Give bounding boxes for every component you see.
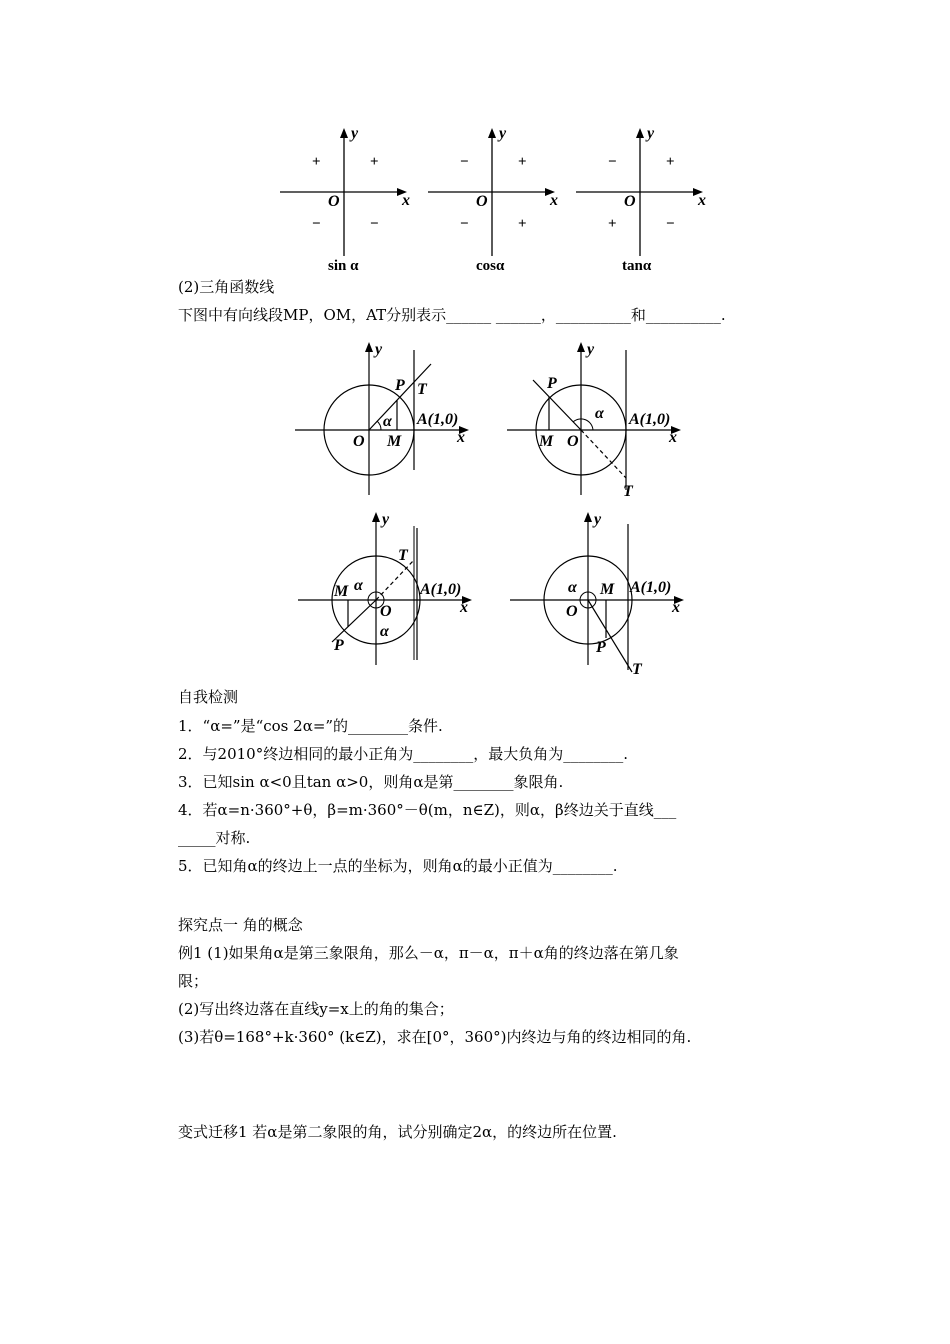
point-m-label: M	[539, 433, 554, 450]
point-p-label: P	[334, 637, 344, 654]
alpha-label: α	[383, 413, 392, 430]
x-axis-label: x	[669, 429, 677, 446]
origin-label: O	[328, 193, 340, 210]
y-axis-label: y	[351, 125, 359, 142]
self-check-item-3: 3．已知sin α<0且tan α>0，则角α是第________象限角.	[178, 773, 564, 791]
sign-q4: +	[518, 216, 527, 232]
y-axis-label: y	[375, 341, 383, 358]
sign-q3: −	[312, 216, 321, 232]
x-axis-label: x	[550, 192, 558, 209]
sign-q1: +	[518, 154, 527, 170]
x-axis-label: x	[698, 192, 706, 209]
point-m-label: M	[387, 433, 402, 450]
self-check-item-1: 1．“α=”是“cos 2α=”的________条件.	[178, 717, 443, 735]
y-axis-label: y	[499, 125, 507, 142]
sign-q1: +	[666, 154, 675, 170]
point-m-label: M	[600, 581, 615, 598]
y-axis-label: y	[382, 511, 390, 528]
point-t-label: T	[623, 483, 633, 500]
point-a-label: A(1,0)	[630, 579, 672, 596]
sign-caption: tanα	[622, 258, 652, 274]
point-m-label: M	[334, 583, 349, 600]
sign-diagram-cos	[428, 126, 558, 276]
sign-q1: +	[370, 154, 379, 170]
sign-q2: −	[608, 154, 617, 170]
sign-q2: +	[312, 154, 321, 170]
alpha-label: α	[568, 579, 577, 596]
y-axis-label: y	[587, 341, 595, 358]
point-p-label: P	[395, 377, 405, 394]
y-axis-label: y	[594, 511, 602, 528]
y-axis-label: y	[647, 125, 655, 142]
alpha-label-2: α	[380, 623, 389, 640]
example-line-1: 例1 (1)如果角α是第三象限角，那么－α，π－α，π＋α角的终边落在第几象	[178, 944, 679, 962]
point-t-label: T	[417, 381, 427, 398]
explore-title: 探究点一 角的概念	[178, 916, 303, 934]
unit-circle-q4	[508, 510, 698, 690]
point-o-label: O	[567, 433, 579, 450]
sign-diagram-sin	[280, 126, 410, 276]
sign-caption: cosα	[476, 258, 505, 274]
section-title: (2)三角函数线	[178, 278, 275, 296]
sign-q2: −	[460, 154, 469, 170]
point-p-label: P	[596, 639, 606, 656]
self-check-item-4-cont: _____对称.	[178, 829, 251, 847]
x-axis-label: x	[672, 599, 680, 616]
self-check-item-4: 4．若α=n·360°+θ，β=m·360°－θ(m，n∈Z)，则α，β终边关于直线___	[178, 801, 677, 819]
alpha-label: α	[354, 577, 363, 594]
self-check-item-2: 2．与2010°终边相同的最小正角为________，最大负角为________.	[178, 745, 628, 763]
sign-q4: −	[370, 216, 379, 232]
point-o-label: O	[380, 603, 392, 620]
point-o-label: O	[566, 603, 578, 620]
sign-q3: +	[608, 216, 617, 232]
point-a-label: A(1,0)	[629, 411, 671, 428]
sign-diagram-tan	[576, 126, 706, 276]
line-segments-prompt: 下图中有向线段MP，OM，AT分别表示______ ______，__________和__________.	[178, 306, 726, 324]
origin-label: O	[624, 193, 636, 210]
example-line-3: (3)若θ=168°+k·360° (k∈Z)，求在[0°，360°)内终边与角的终边相同的角.	[178, 1028, 692, 1046]
sign-caption: sin α	[328, 258, 359, 274]
sign-q4: −	[666, 216, 675, 232]
point-a-label: A(1,0)	[420, 581, 462, 598]
x-axis-label: x	[457, 429, 465, 446]
x-axis-label: x	[402, 192, 410, 209]
unit-circle-q3	[296, 510, 486, 670]
point-a-label: A(1,0)	[417, 411, 459, 428]
point-t-label: T	[632, 661, 642, 678]
unit-circle-q1	[293, 340, 483, 500]
variant-exercise: 变式迁移1 若α是第二象限的角，试分别确定2α，的终边所在位置.	[178, 1123, 617, 1141]
example-line-1-cont: 限；	[178, 972, 209, 990]
unit-circle-q2	[505, 340, 695, 500]
sign-q3: −	[460, 216, 469, 232]
self-check-item-5: 5．已知角α的终边上一点的坐标为，则角α的最小正值为________.	[178, 857, 618, 875]
example-line-2: (2)写出终边落在直线y=x上的角的集合；	[178, 1000, 454, 1018]
alpha-label: α	[595, 405, 604, 422]
self-check-title: 自我检测	[178, 688, 239, 706]
point-p-label: P	[547, 375, 557, 392]
origin-label: O	[476, 193, 488, 210]
point-o-label: O	[353, 433, 365, 450]
x-axis-label: x	[460, 599, 468, 616]
point-t-label: T	[398, 547, 408, 564]
